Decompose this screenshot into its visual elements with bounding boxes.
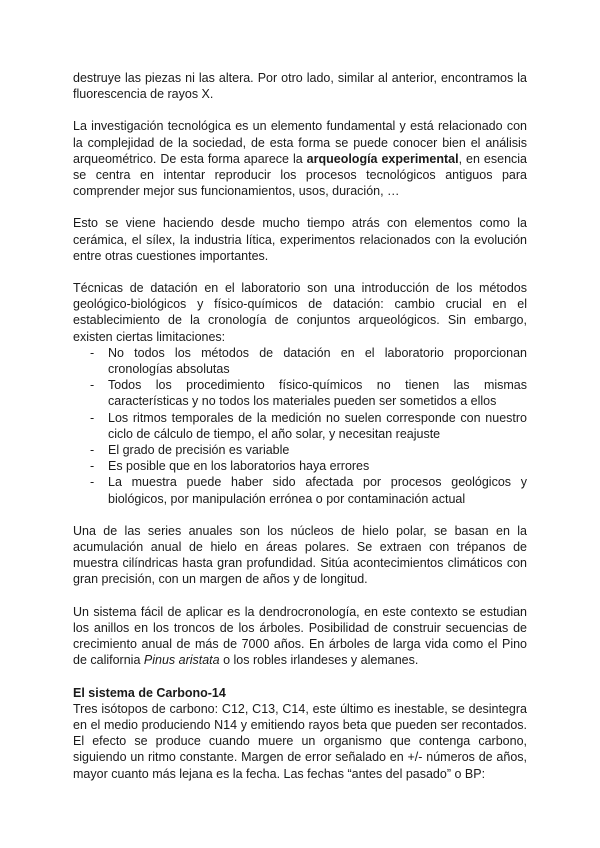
dash-bullet: - [90, 443, 95, 458]
list-item [73, 345, 527, 377]
paragraph-experimental-archaeology [73, 118, 527, 199]
document-page [73, 70, 527, 782]
text-span: Un sistema fácil de aplicar es la dendrocronología, en este contexto se estudian los anillos en los troncos de los árboles. Posibilidad de construir secuencias de crecimiento anual de más de 7000 años. En árboles de larga vida como el Pino de california [73, 604, 527, 668]
dash-bullet: - [90, 345, 95, 360]
list-item-text: Los ritmos temporales de la medición no suelen corresponde con nuestro ciclo de cálculo de tiempo, el año solar, y necesitan reajuste [108, 410, 527, 441]
dash-bullet: - [90, 378, 95, 393]
paragraph-dating-techniques: Técnicas de datación en el laboratorio son una introducción de los métodos geológico-biológicos y físico-químicos de datación: cambio crucial en el establecimiento de la cronología de conjuntos arqueológicos. Sin embargo, existen ciertas limitaciones: [73, 281, 527, 344]
paragraph-dendrochronology [73, 604, 527, 669]
list-item-text: Todos los procedimiento físico-químicos no tienen las mismas características y no todos los materiales pueden ser sometidos a ellos [108, 378, 527, 409]
list-item-text: El grado de precisión es variable [108, 443, 290, 458]
list-item [73, 442, 527, 458]
dash-bullet: - [90, 475, 95, 490]
text-span: La investigación tecnológica es un elemento fundamental y está relacionado con la complejidad de la sociedad, de esta forma se puede conocer bien el análisis arqueométrico. De esta forma aparece la [73, 119, 527, 166]
list-item [73, 410, 527, 442]
bold-term: arqueología experimental [306, 151, 459, 166]
text-span: , en esencia se centra en intentar reproducir los procesos tecnológicos antiguos para comprender mejor sus funcionamientos, usos, duración, … [73, 151, 527, 199]
text-span: o los robles irlandeses y alemanes. [219, 653, 419, 668]
dash-bullet: - [90, 410, 95, 425]
list-item [73, 474, 527, 506]
list-item [73, 458, 527, 474]
list-item-text: No todos los métodos de datación en el laboratorio proporcionan cronologías absolutas [108, 345, 527, 377]
list-item [73, 377, 527, 409]
list-item-text: Es posible que en los laboratorios haya errores [108, 459, 370, 474]
list-item-text: La muestra puede haber sido afectada por procesos geológicos y biológicos, por manipulación errónea o por contaminación actual [108, 475, 527, 506]
paragraph-carbon-14: Tres isótopos de carbono: C12, C13, C14, este último es inestable, se desintegra en el medio produciendo N14 y emitiendo rayos beta que pueden ser recontados. El efecto se produce cuando muere un organismo que contenga carbono, siguiendo un ritmo constante. Margen de error señalado en +/- números de años, mayor cuanto más lejana es la fecha. Las fechas “antes del pasado” o BP: [73, 701, 527, 781]
italic-term: Pinus aristata [143, 653, 220, 668]
limitations-list [73, 345, 527, 507]
paragraph-ice-cores: Una de las series anuales son los núcleos de hielo polar, se basan en la acumulación anual de hielo en áreas polares. Se extraen con trépanos de muestra cilíndricas hasta gran profundidad. Sitúa acontecimientos climáticos con gran precisión, con un margen de años y de longitud. [73, 523, 527, 587]
paragraph-history: Esto se viene haciendo desde mucho tiempo atrás con elementos como la cerámica, el sílex, la industria lítica, experimentos relacionados con la evolución entre otras cuestiones importantes. [73, 216, 527, 263]
paragraph-xray: destruye las piezas ni las altera. Por otro lado, similar al anterior, encontramos la fluorescencia de rayos X. [73, 71, 527, 102]
dash-bullet: - [90, 459, 95, 474]
section-heading: El sistema de Carbono-14 [73, 685, 226, 700]
